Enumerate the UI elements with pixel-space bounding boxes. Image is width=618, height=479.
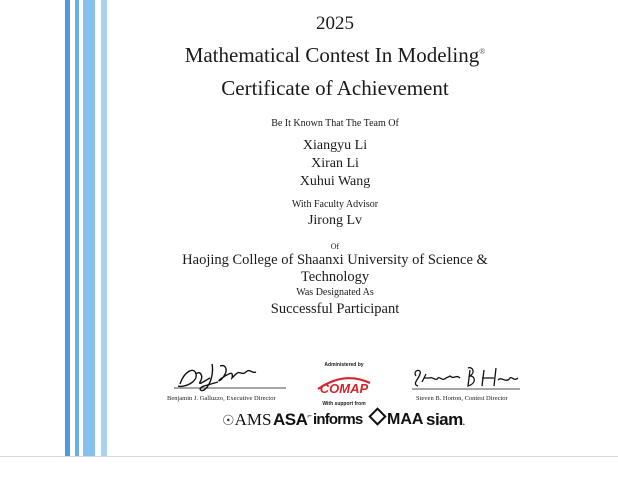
informs-logo	[313, 411, 362, 428]
registered-mark: ®	[479, 47, 486, 56]
page-bottom-edge	[0, 456, 618, 457]
institution-line-2: Technology	[300, 269, 370, 285]
comap-logo-text: COMAP	[319, 381, 369, 396]
executive-director-signature	[170, 360, 290, 394]
support-label: With support from	[322, 401, 366, 407]
advisor-label: With Faculty Advisor	[291, 199, 379, 210]
of-label: Of	[330, 242, 340, 251]
team-member-3: Xuhui Wang	[299, 174, 371, 189]
maa-logo-text: MAA	[387, 411, 424, 428]
intro-text: Be It Known That The Team Of	[271, 118, 399, 129]
institution-line-1: Haojing College of Shaanxi University of Science &	[182, 252, 488, 268]
contest-name	[130, 45, 540, 66]
ams-logo-text: AMS	[234, 410, 272, 429]
team-member-2: Xiran Li	[311, 156, 359, 171]
designated-label: Was Designated As	[296, 287, 374, 298]
contest-year: 2025	[316, 13, 354, 34]
certificate-title: Certificate of Achievement	[221, 76, 449, 100]
comap-admin-block	[314, 362, 374, 397]
executive-director-name: Benjamin J. Galluzzo, Executive Director	[167, 395, 276, 402]
team-member-1: Xiangyu Li	[302, 138, 368, 153]
advisor-name: Jirong Lv	[307, 213, 363, 228]
contest-director-name: Steven B. Horton, Contest Director	[416, 395, 508, 402]
administered-by-label: Administered by	[324, 362, 364, 368]
contest-name-text: Mathematical Contest In Modeling	[184, 43, 480, 67]
award-designation: Successful Participant	[270, 301, 400, 317]
informs-logo-text: informs	[313, 411, 363, 428]
siam-logo: siam.	[426, 410, 465, 429]
maa-logo	[371, 410, 423, 429]
contest-director-signature	[410, 364, 522, 394]
border-stripe	[101, 0, 107, 456]
border-stripe	[83, 0, 95, 456]
maa-icon	[368, 407, 386, 425]
comap-logo	[314, 369, 374, 397]
asa-logo-text: ASA	[273, 410, 308, 429]
siam-logo-text: siam	[426, 410, 463, 429]
ams-logo: ☉AMS	[222, 410, 272, 429]
asa-logo: ASA⌐	[273, 410, 312, 429]
